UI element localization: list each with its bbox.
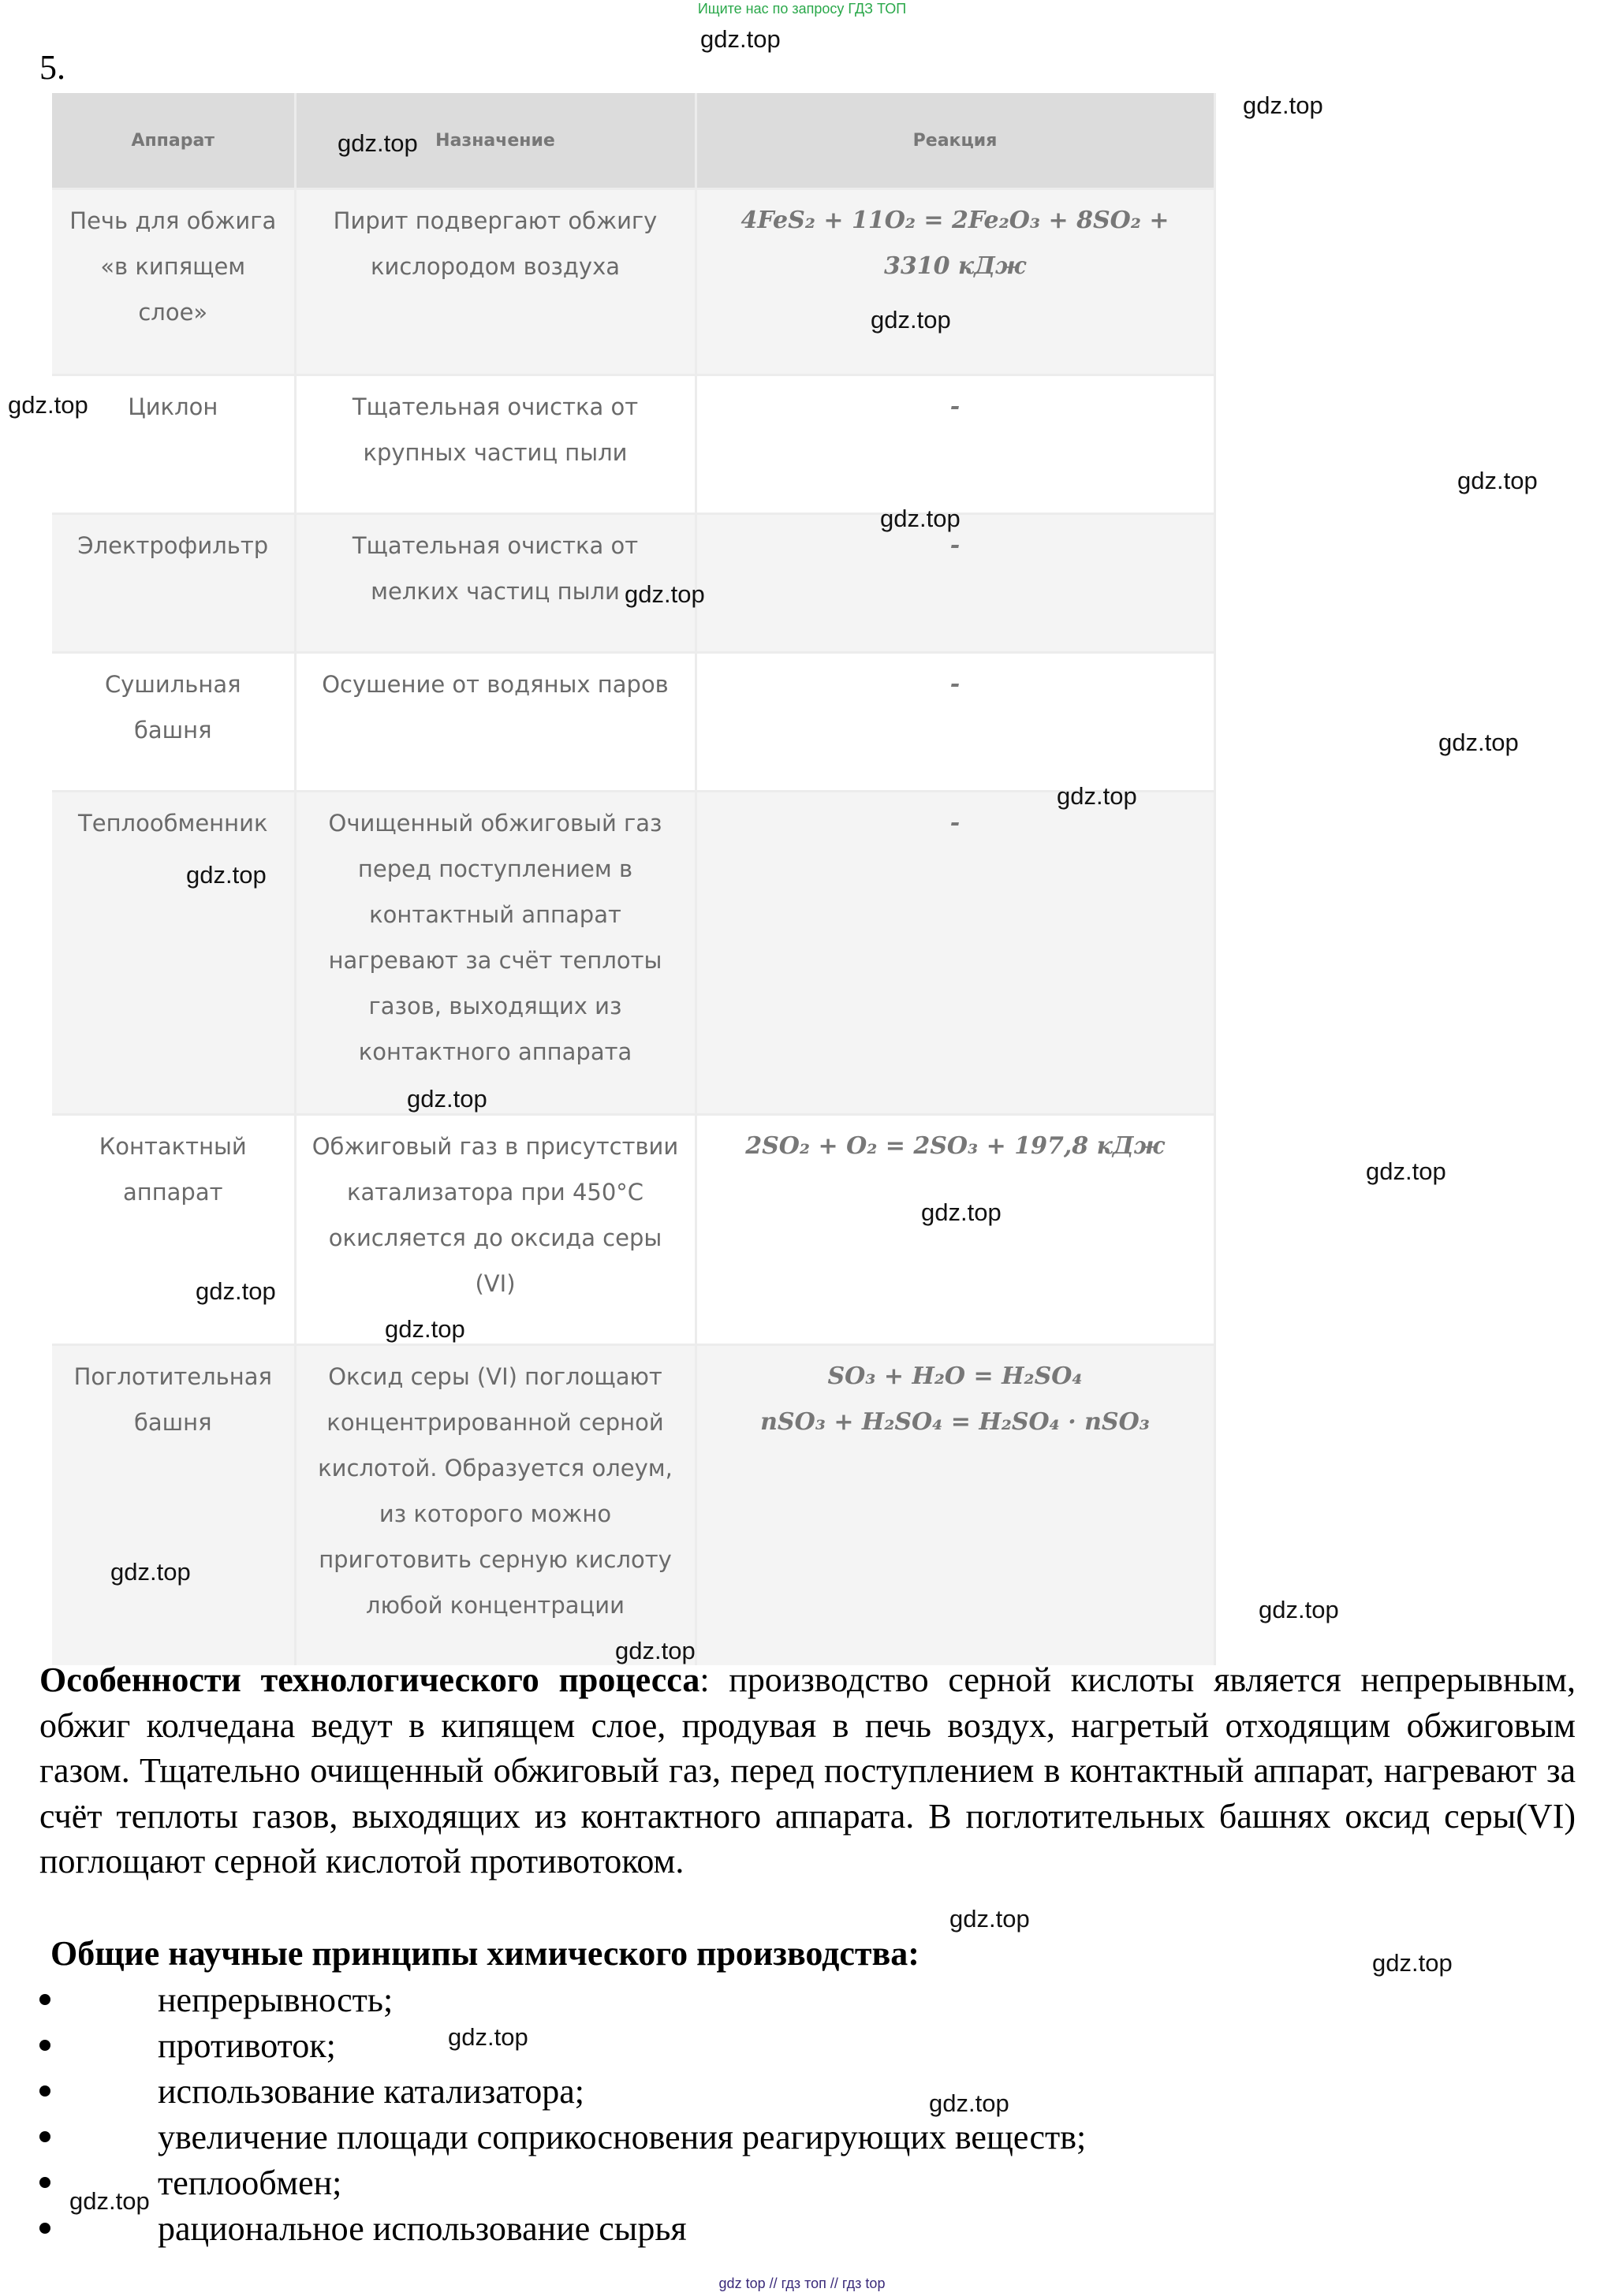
watermark: gdz.top (110, 1558, 191, 1586)
cell-purpose: Тщательная очистка от крупных частиц пыли (295, 375, 696, 514)
top-banner: Ищите нас по запросу ГДЗ ТОП (697, 1, 907, 17)
task-number: 5. (39, 48, 65, 87)
watermark: gdz.top (871, 306, 951, 334)
watermark: gdz.top (929, 2089, 1009, 2117)
watermark: gdz.top (1438, 729, 1519, 756)
cell-apparatus: Печь для обжига «в кипящем слое» (52, 189, 295, 375)
bullet-icon (39, 1994, 50, 2005)
bullet-icon (39, 2177, 50, 2188)
watermark: gdz.top (880, 505, 961, 532)
watermark: gdz.top (615, 1637, 696, 1664)
list-item: использование катализатора; (0, 2069, 1086, 2115)
cell-reaction: - (696, 375, 1214, 514)
table-row (52, 653, 1214, 792)
header-apparatus: Аппарат (52, 93, 295, 189)
principles-title: Общие научные принципы химического производства: (50, 1934, 920, 1973)
reaction-line: nSO₃ + H₂SO₄ = H₂SO₄ · nSO₃ (760, 1408, 1150, 1436)
cell-purpose: Очищенный обжиговый газ перед поступлением в контактный аппарат нагревают за счёт теплоты газов, выходящих из контактного аппарата (295, 792, 696, 1115)
table-row (52, 1115, 1214, 1345)
header-purpose: Назначение (295, 93, 696, 189)
cell-purpose: Тщательная очистка от мелких частиц пыли (295, 514, 696, 653)
cell-reaction: - (696, 653, 1214, 792)
cell-purpose: Оксид серы (VI) поглощают концентрированной серной кислотой. Образуется олеум, из которого можно приготовить серную кислоту любой концентрации (295, 1345, 696, 1665)
watermark: gdz.top (186, 861, 267, 889)
watermark: gdz.top (1366, 1157, 1446, 1185)
cell-reaction (696, 1345, 1214, 1665)
reaction-line: SO₃ + H₂O = H₂SO₄ (827, 1362, 1083, 1390)
watermark: gdz.top (407, 1085, 487, 1113)
cell-reaction: - (696, 792, 1214, 1115)
watermark: gdz.top (1057, 782, 1137, 810)
watermark: gdz.top (949, 1905, 1030, 1933)
watermark: gdz.top (196, 1277, 276, 1305)
cell-apparatus: Циклон (52, 375, 295, 514)
cell-apparatus: Теплообменник (52, 792, 295, 1115)
watermark: gdz.top (1259, 1596, 1339, 1623)
watermark: gdz.top (625, 580, 705, 608)
table-row (52, 375, 1214, 514)
cell-apparatus: Сушильная башня (52, 653, 295, 792)
cell-purpose: Пирит подвергают обжигу кислородом воздуха (295, 189, 696, 375)
bullet-icon (39, 2131, 50, 2142)
principles-list (0, 1977, 1086, 2252)
watermark: gdz.top (338, 129, 418, 157)
table-row (52, 792, 1214, 1115)
watermark: gdz.top (921, 1198, 1002, 1226)
watermark: gdz.top (1372, 1949, 1453, 1977)
cell-purpose: Осушение от водяных паров (295, 653, 696, 792)
footer: gdz top // гдз топ // гдз top (718, 2276, 886, 2291)
table-header-row (52, 93, 1214, 189)
cell-reaction: 2SO₂ + O₂ = 2SO₃ + 197,8 кДж (696, 1115, 1214, 1345)
watermark: gdz.top (69, 2187, 150, 2215)
watermark: gdz.top (700, 25, 781, 53)
header-reaction: Реакция (696, 93, 1214, 189)
list-item: рациональное использование сырья (0, 2206, 1086, 2252)
paragraph-text: : производство серной кислоты является непрерывным, обжиг колчедана ведут в кипящем слое, продувая в печь воздух, нагретый отходящим обжиговым газом. Тщательно очищенный обжиговый газ, перед поступлением в контактный аппарат, нагревают за счёт теплоты газов, выходящих из контактного аппарата. В поглотительных башнях оксид серы(VI) поглощают серной кислотой противотоком. (39, 1660, 1576, 1880)
list-item: противоток; (0, 2023, 1086, 2069)
list-item: теплообмен; (0, 2160, 1086, 2206)
bullet-icon (39, 2085, 50, 2097)
list-item: увеличение площади соприкосновения реагирующих веществ; (0, 2115, 1086, 2160)
process-features-paragraph (39, 1657, 1576, 1884)
watermark: gdz.top (385, 1315, 465, 1343)
cell-purpose: Обжиговый газ в присутствии катализатора при 450°C окисляется до оксида серы (VI) (295, 1115, 696, 1345)
watermark: gdz.top (1457, 467, 1538, 494)
cell-apparatus: Контактный аппарат (52, 1115, 295, 1345)
bullet-icon (39, 2040, 50, 2051)
bullet-icon (39, 2223, 50, 2234)
cell-reaction: 4FeS₂ + 11O₂ = 2Fe₂O₃ + 8SO₂ + 3310 кДж (696, 189, 1214, 375)
watermark: gdz.top (448, 2023, 528, 2051)
watermark: gdz.top (1243, 91, 1323, 119)
table-row (52, 1345, 1214, 1665)
watermark: gdz.top (8, 391, 88, 419)
list-item: непрерывность; (0, 1977, 1086, 2023)
cell-apparatus: Электрофильтр (52, 514, 295, 653)
cell-apparatus: Поглотительная башня (52, 1345, 295, 1665)
cell-reaction: - (696, 514, 1214, 653)
paragraph-lead: Особенности технологического процесса (39, 1660, 700, 1699)
table-row (52, 189, 1214, 375)
